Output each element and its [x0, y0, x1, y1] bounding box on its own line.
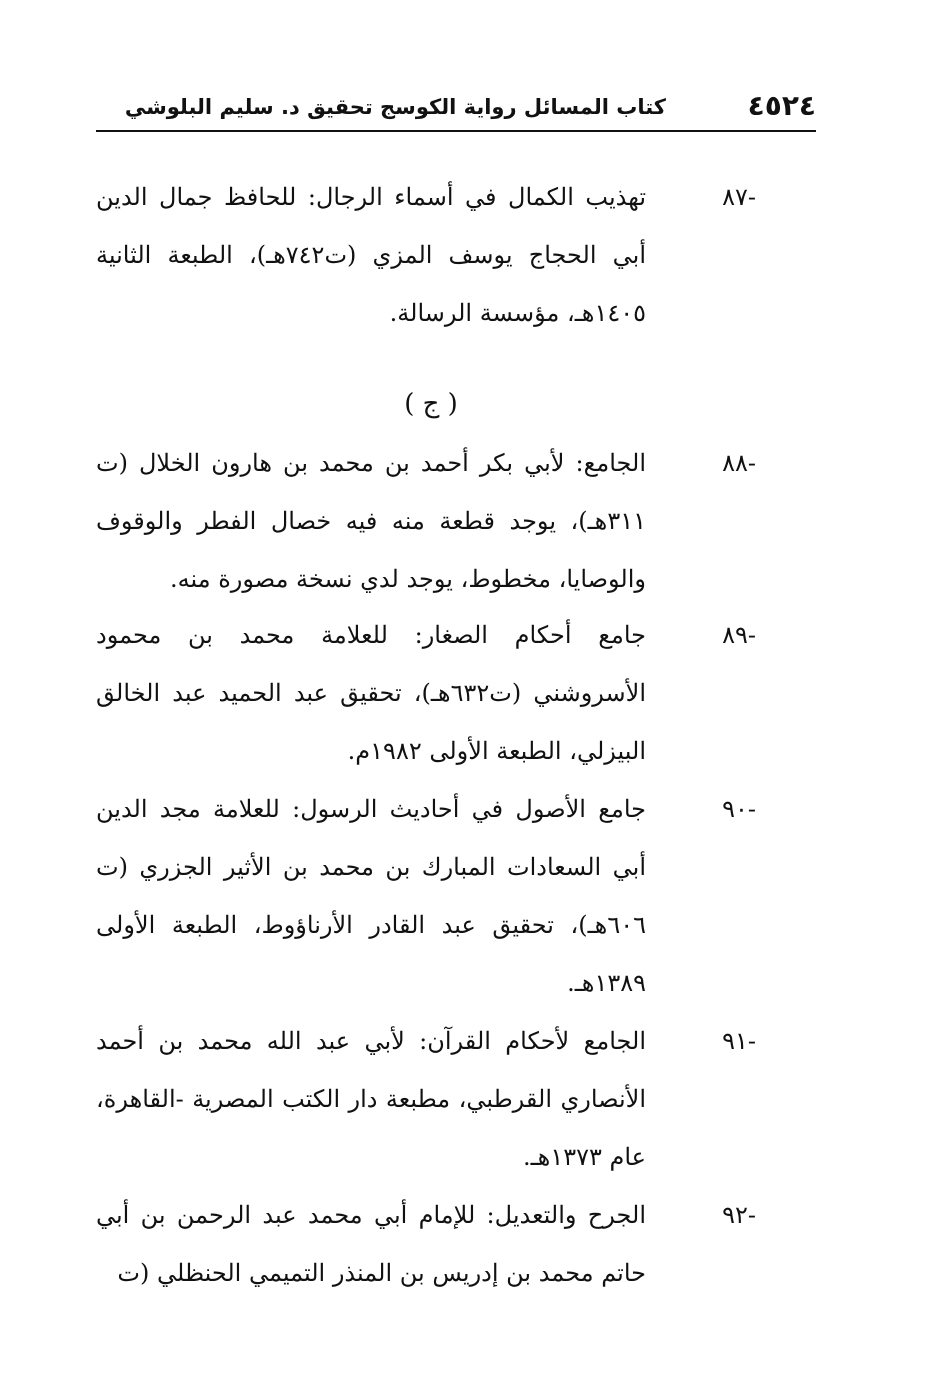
page-number: ٤٥٢٤	[747, 89, 816, 122]
running-title: كتاب المسائل رواية الكوسج تحقيق د. سليم البلوشي	[124, 95, 666, 119]
entry-text: جامع الأصول في أحاديث الرسول: للعلامة مجد الدين أبي السعادات المبارك بن محمد بن الأثير الجزري (ت ٦٠٦هـ)، تحقيق عبد القادر الأرناؤوط، الطبعة الأولى ١٣٨٩هـ.	[96, 795, 646, 997]
entry-text: الجامع لأحكام القرآن: لأبي عبد الله محمد بن أحمد الأنصاري القرطبي، مطبعة دار الكتب المصرية -القاهرة، عام ١٣٧٣هـ.	[96, 1027, 646, 1171]
bibliography-entry	[96, 1012, 756, 1186]
bibliography-entry	[96, 780, 756, 1012]
header-divider	[96, 130, 816, 132]
bibliography-entry	[96, 1186, 756, 1302]
bibliography-entry	[96, 434, 756, 606]
entry-number: -٨٩	[722, 621, 756, 649]
entry-number: -٩١	[722, 1027, 756, 1055]
entry-text: الجامع: لأبي بكر أحمد بن محمد بن هارون الخلال (ت ٣١١هـ)، يوجد قطعة منه فيه خصال الفطر والوقوف والوصايا، مخطوط، يوجد لدي نسخة مصورة منه.	[96, 449, 646, 593]
page-header	[124, 88, 816, 128]
entry-text: تهذيب الكمال في أسماء الرجال: للحافظ جمال الدين أبي الحجاج يوسف المزي (ت٧٤٢هـ)، الطبعة الثانية ١٤٠٥هـ، مؤسسة الرسالة.	[96, 183, 646, 327]
section-heading: ( ج )	[404, 389, 458, 419]
bibliography-list	[96, 168, 756, 1302]
entry-number: -٩٢	[722, 1201, 756, 1229]
entry-number: -٩٠	[722, 795, 756, 823]
entry-number: -٨٧	[722, 183, 756, 211]
entry-number: -٨٨	[722, 449, 756, 477]
entry-text: جامع أحكام الصغار: للعلامة محمد بن محمود الأسروشني (ت٦٣٢هـ)، تحقيق عبد الحميد عبد الخالق البيزلي، الطبعة الأولى ١٩٨٢م.	[96, 621, 646, 765]
bibliography-entry	[96, 168, 756, 338]
bibliography-entry	[96, 606, 756, 780]
entry-text: الجرح والتعديل: للإمام أبي محمد عبد الرحمن بن أبي حاتم محمد بن إدريس بن المنذر التميمي الحنظلي (ت	[96, 1201, 646, 1287]
